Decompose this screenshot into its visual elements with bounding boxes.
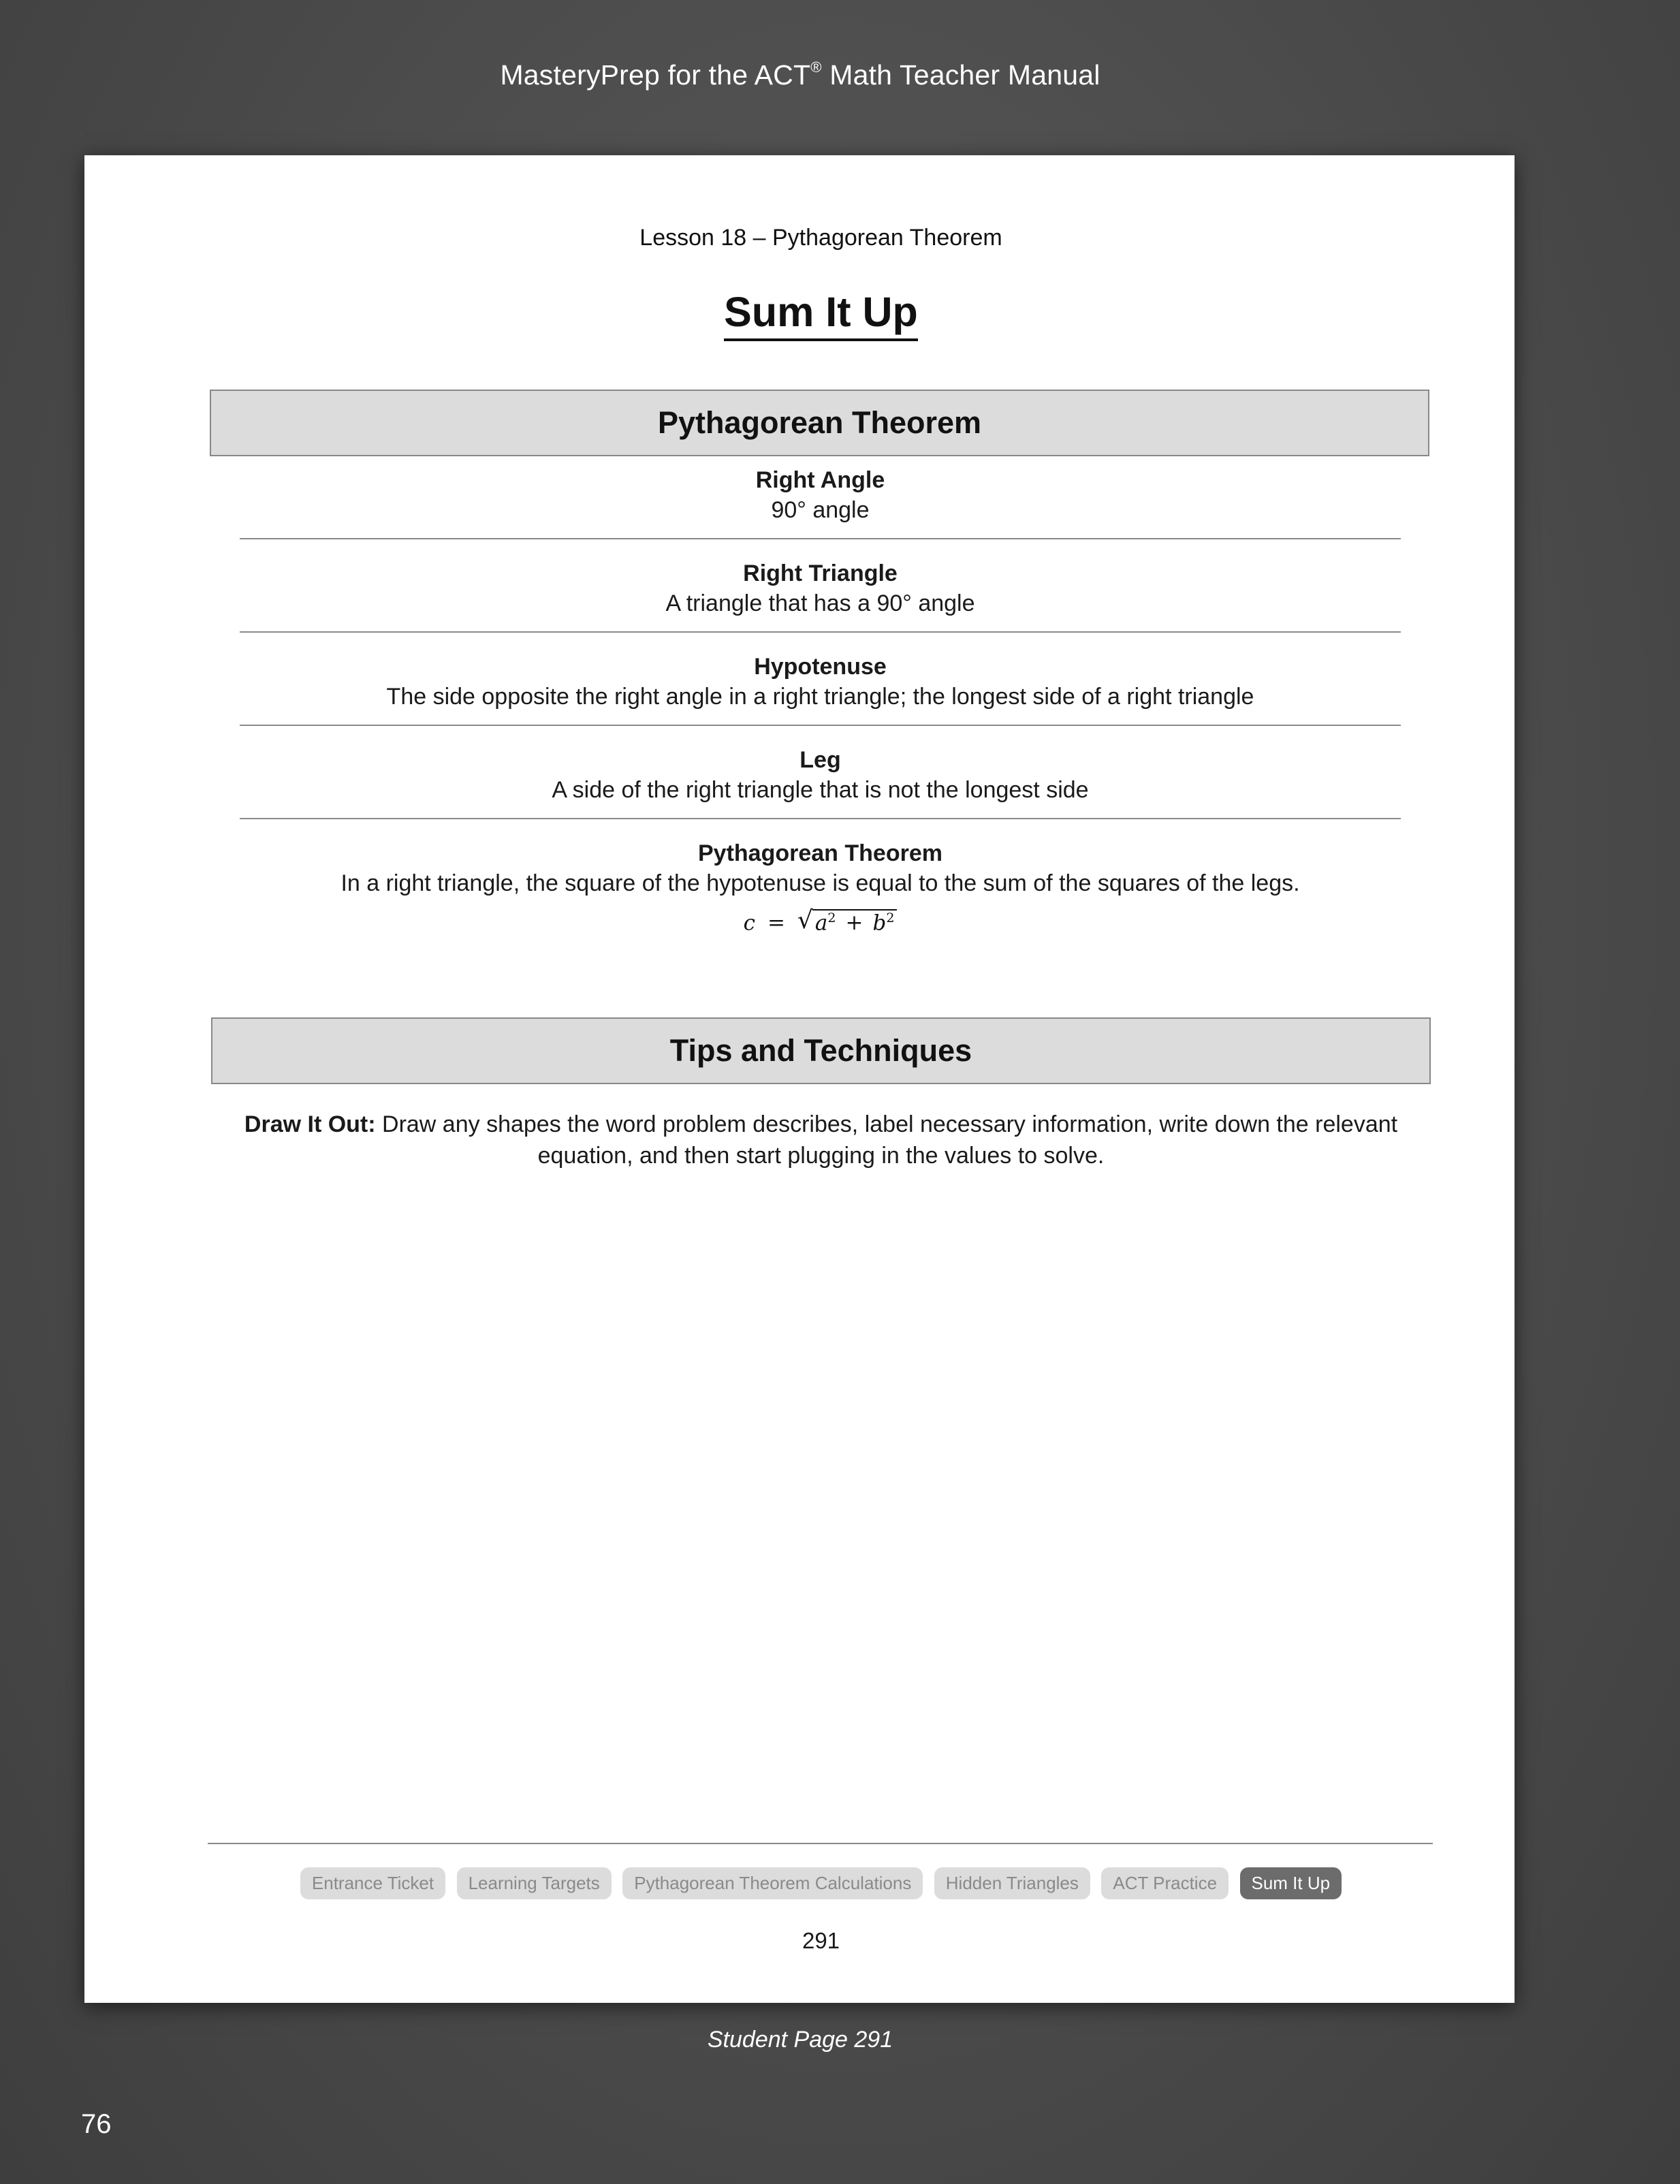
document-page	[84, 155, 1515, 2003]
nav-tab-act-practice[interactable]: ACT Practice	[1101, 1867, 1229, 1899]
nav-tab-learning-targets[interactable]: Learning Targets	[457, 1867, 612, 1899]
lesson-nav	[84, 1867, 1557, 1899]
definition-item	[240, 465, 1401, 539]
definition-desc: The side opposite the right angle in a right triangle; the longest side of a right triangle	[386, 684, 1254, 710]
definition-item	[240, 558, 1401, 633]
pythagorean-formula: c = √ $a^2 + b^2$	[240, 909, 1401, 935]
definition-term: Pythagorean Theorem	[698, 840, 942, 866]
definition-item	[240, 838, 1401, 948]
tip-paragraph: Draw It Out: Draw any shapes the word problem describes, label necessary information, write down the relevant equation, and then start plugging in the values to solve.	[244, 1111, 1398, 1169]
manual-title: MasteryPrep for the ACT® Math Teacher Manual	[500, 59, 1100, 91]
nav-tab-hidden-triangles[interactable]: Hidden Triangles	[934, 1867, 1090, 1899]
outer-page-number: 76	[81, 2109, 112, 2139]
definition-desc: A triangle that has a 90° angle	[665, 590, 975, 616]
nav-tab-sum-it-up[interactable]: Sum It Up	[1240, 1867, 1342, 1899]
page-number: 291	[802, 1928, 840, 1953]
nav-tab-entrance-ticket[interactable]: Entrance Ticket	[300, 1867, 445, 1899]
footer-divider	[208, 1843, 1433, 1844]
student-page-label: Student Page 291	[707, 2027, 893, 2053]
page-title: Sum It Up	[84, 288, 1557, 341]
definition-desc: In a right triangle, the square of the hypotenuse is equal to the sum of the squares of the legs.	[340, 870, 1300, 896]
definition-item	[240, 745, 1401, 819]
section-header-tips: Tips and Techniques	[211, 1017, 1431, 1084]
definition-term: Right Angle	[755, 467, 885, 493]
nav-tab-pythagorean-calculations[interactable]: Pythagorean Theorem Calculations	[622, 1867, 923, 1899]
lesson-label: Lesson 18 – Pythagorean Theorem	[639, 225, 1002, 251]
square-root: √ $a^2 + b^2$	[797, 909, 898, 935]
definitions-list	[240, 465, 1401, 967]
definition-desc: A side of the right triangle that is not the longest side	[552, 777, 1089, 803]
definition-term: Leg	[799, 747, 841, 773]
definition-term: Right Triangle	[743, 560, 898, 586]
definition-item	[240, 652, 1401, 726]
definition-term: Hypotenuse	[754, 654, 887, 680]
section-header-pythagorean-theorem: Pythagorean Theorem	[210, 390, 1429, 456]
definition-desc: 90° angle	[771, 497, 870, 523]
